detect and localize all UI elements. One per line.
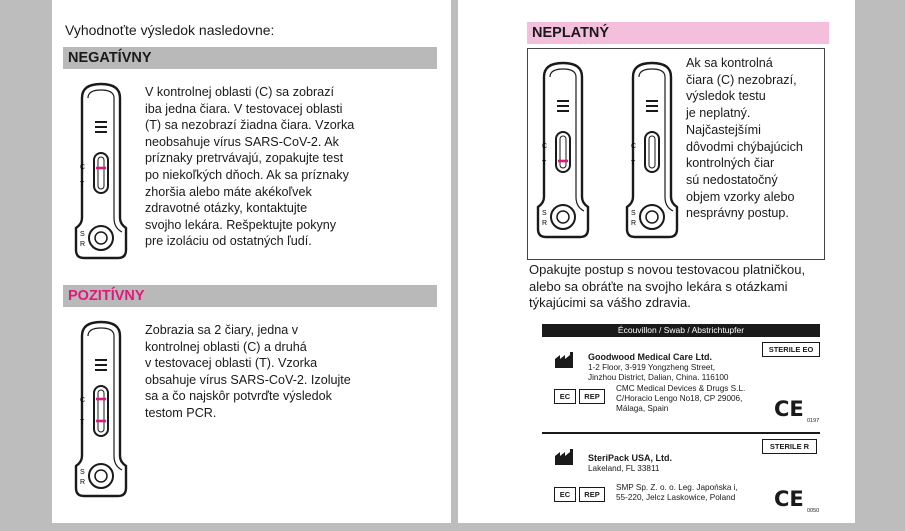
intro-text: Vyhodnoťte výsledok nasledovne: [65, 22, 275, 38]
test-letter: T [80, 181, 85, 188]
label-title-bar: Écouvillon / Swab / Abstrichtupfer [542, 324, 820, 337]
ec-symbol: EC [554, 389, 576, 404]
manufacturer-2 [588, 443, 672, 484]
invalid-heading: NEPLATNÝ [527, 22, 829, 44]
result-letter: R [542, 220, 548, 227]
sample-letter: S [80, 231, 85, 238]
positive-heading: POZITÍVNY [63, 285, 437, 307]
sterile-eo-symbol: STERILE EO [762, 342, 820, 357]
rep-symbol: REP [579, 389, 605, 404]
product-label [542, 324, 820, 337]
sample-letter: S [80, 469, 85, 476]
negative-cassette-illustration [70, 78, 132, 264]
rep-symbol: REP [579, 487, 605, 502]
result-letter: R [80, 241, 86, 248]
invalid-cassette-illustration-2 [621, 57, 683, 243]
ce-mark-1-number: 0197 [807, 418, 820, 424]
ce-mark-1: CE [774, 397, 804, 421]
invalid-description: Ak sa kontrolná čiara (C) nezobrazí, výsledok testu je neplatný. Najčastejšími dôvodmi chýbajúcich kontrolných čiar sú nedostatočný objem vzorky alebo nesprávny postup. [686, 56, 803, 221]
eu-representative-2: SMP Sp. Z. o. o. Leg. Japońska i, 55-220, Jelcz Laskowice, Poland [616, 483, 738, 502]
retry-instructions: Opakujte postup s novou testovacou platničkou, alebo sa obráťte na svojho lekára s otázkami týkajúcimi sa vášho zdravia. [529, 262, 806, 310]
test-letter: T [631, 160, 636, 167]
negative-heading: NEGATÍVNY [63, 47, 437, 69]
control-letter: C [542, 143, 548, 150]
positive-cassette-illustration [70, 316, 132, 502]
manufacturer-icon [554, 448, 576, 466]
manufacturer-icon [554, 351, 576, 369]
control-letter: C [631, 143, 637, 150]
test-letter: T [542, 160, 547, 167]
ce-mark-2: CE [774, 487, 804, 511]
manufacturer-2-address: Lakeland, FL 33811 [588, 464, 660, 473]
left-page [52, 0, 451, 523]
sample-letter: S [631, 210, 636, 217]
control-letter: C [80, 397, 86, 404]
eu-representative-1: CMC Medical Devices & Drugs S.L. C/Horacio Lengo No18, CP 29006, Málaga, Spain [616, 384, 746, 413]
result-letter: R [631, 220, 637, 227]
test-letter: T [80, 419, 85, 426]
manufacturer-1-address: 1-2 Floor, 3-919 Yongzheng Street, Jinzhou District, Dalian, China. 116100 [588, 363, 729, 382]
manufacturer-1-name: Goodwood Medical Care Ltd. [588, 352, 713, 362]
negative-description: V kontrolnej oblasti (C) sa zobrazí iba jedna čiara. V testovacej oblasti (T) sa nezobrazí žiadna čiara. Vzorka neobsahuje vírus SARS-CoV-2. Ak príznaky pretrvávajú, zopakujte test po niekoľkých dňoch. Ak sa príznaky zhoršia alebo máte akékoľvek zdravotné otázky, kontaktujte svojho lekára. Rešpektujte pokyny pre izoláciu od ostatných ľudí. [145, 85, 355, 249]
control-letter: C [80, 164, 86, 171]
manufacturer-2-name: SteriPack USA, Ltd. [588, 453, 673, 463]
invalid-cassette-illustration-1 [532, 57, 594, 243]
ce-mark-2-number: 0050 [807, 508, 820, 514]
ec-symbol: EC [554, 487, 576, 502]
label-separator [542, 432, 820, 434]
right-page [458, 0, 855, 523]
result-letter: R [80, 479, 86, 486]
positive-description: Zobrazia sa 2 čiary, jedna v kontrolnej oblasti (C) a druhá v testovacej oblasti (T). Vzorka obsahuje vírus SARS-CoV-2. Izolujte sa a čo najskôr potvrďte výsledok testom PCR. [145, 323, 351, 420]
sample-letter: S [542, 210, 547, 217]
sterile-r-symbol: STERILE R [762, 439, 817, 454]
invalid-box [527, 48, 825, 260]
